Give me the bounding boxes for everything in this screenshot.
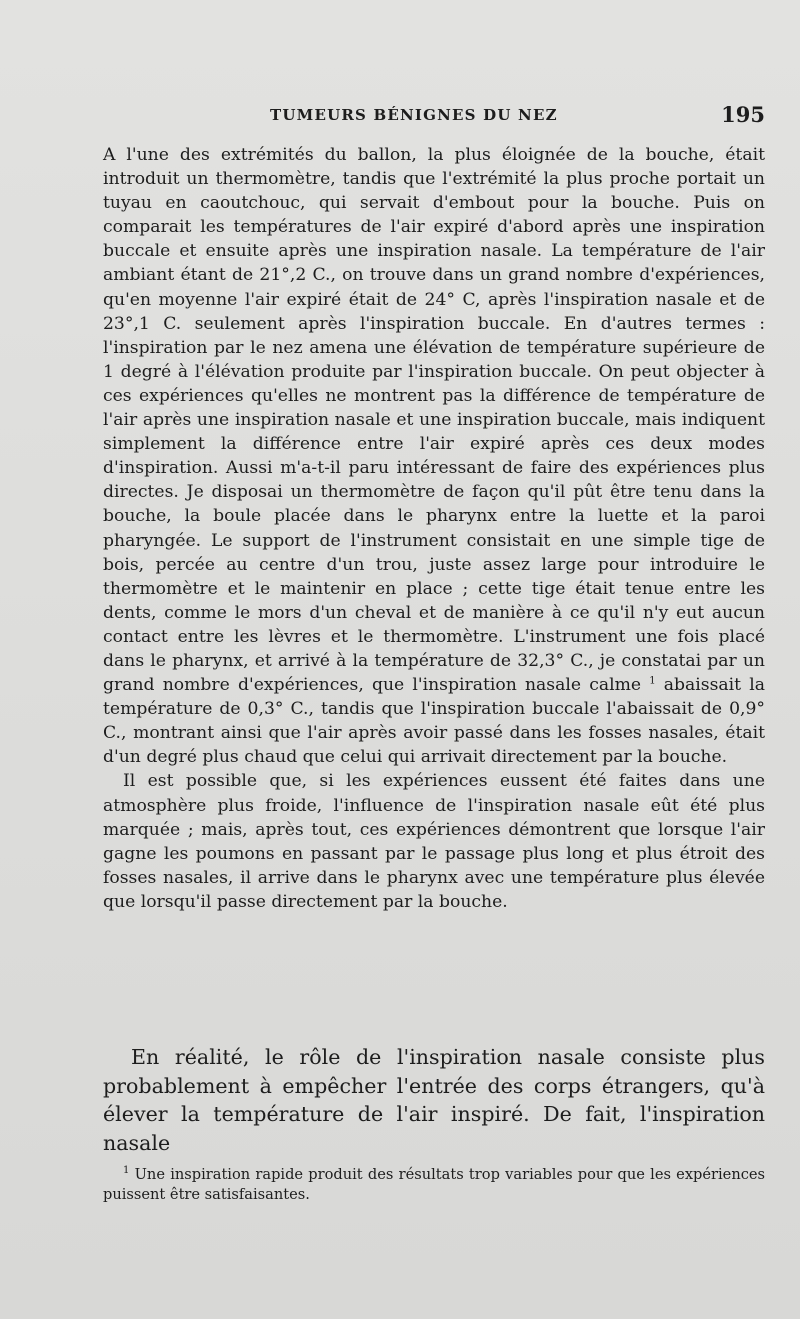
paragraph-text-part-2: abaissait la température de 0,3° C., tandis que l'inspiration buccale l'abaissait de 0,9° C., montrant ainsi que l'air après avoir passé dans les fosses nasales, était d'un degré plus chaud que celui qui arrivait directement par la bouche. (103, 675, 766, 768)
large-text-block (103, 1043, 765, 1157)
footnote-text: Une inspiration rapide produit des résultats trop variables pour que les expériences puissent être satisfaisantes. (103, 1166, 766, 1203)
footnote (103, 1165, 765, 1205)
footnote-reference: 1 (649, 675, 656, 687)
paragraph: Il est possible que, si les expériences eussent été faites dans une atmosphère plus froide, l'influence de l'inspiration nasale eût été plus marquée ; mais, après tout, ces expériences démontrent que lorsque l'air gagne les poumons en passant par le passage plus long et plus étroit des fosses nasales, il arrive dans le pharynx avec une température plus élevée que lorsqu'il passe directement par la bouche. (103, 771, 765, 912)
running-title: TUMEURS BÉNIGNES DU NEZ (270, 106, 558, 124)
footnote-marker: 1 (123, 1165, 130, 1177)
paragraph-text-part-1: A l'une des extrémités du ballon, la plus éloignée de la bouche, était introduit un thermomètre, tandis que l'extrémité la plus proche portait un tuyau en caoutchouc, qui servait d'embout pour la bouche. Puis on comparait les températures de l'air expiré d'abord après une inspiration buccale et ensuite après une inspiration nasale. La température de l'air ambiant étant de 21°,2 C., on trouve dans un grand nombre d'expériences, qu'en moyenne l'air expiré était de 24° C, après l'inspiration nasale et de 23°,1 C. seulement après l'inspiration buccale. En d'autres termes : l'inspiration par le nez amena une élévation de température supérieure de 1 degré à l'élévation produite par l'inspiration buccale. On peut objecter à ces expériences qu'elles ne montrent pas la différence de température de l'air après une inspiration nasale et une inspiration buccale, mais indiquent simplement la différence entre l'air expiré après ces deux modes d'inspiration. Aussi m'a-t-il paru intéressant de faire des expériences plus directes. Je disposai un thermomètre de façon qu'il pût être tenu dans la bouche, la boule placée dans le pharynx entre la luette et la paroi pharyngée. Le support de l'instrument consistait en une simple tige de bois, percée au centre d'un trou, juste assez large pour introduire le thermomètre et le maintenir en place ; cette tige était tenue entre les dents, comme le mors d'un cheval et de manière à ce qu'il n'y eut aucun contact entre les lèvres et le thermomètre. L'instrument une fois placé dans le pharynx, et arrivé à la température de 32,3° C., je constatai par un grand nombre d'expériences, que l'inspiration nasale calme (103, 145, 765, 696)
paragraph (103, 143, 765, 769)
page-number: 195 (721, 102, 765, 127)
page-header (100, 102, 765, 136)
main-text (103, 143, 765, 914)
paragraph: En réalité, le rôle de l'inspiration nasale consiste plus probablement à empêcher l'entrée des corps étrangers, qu'à élever la température de l'air inspiré. De fait, l'inspiration nasale (103, 1045, 765, 1155)
